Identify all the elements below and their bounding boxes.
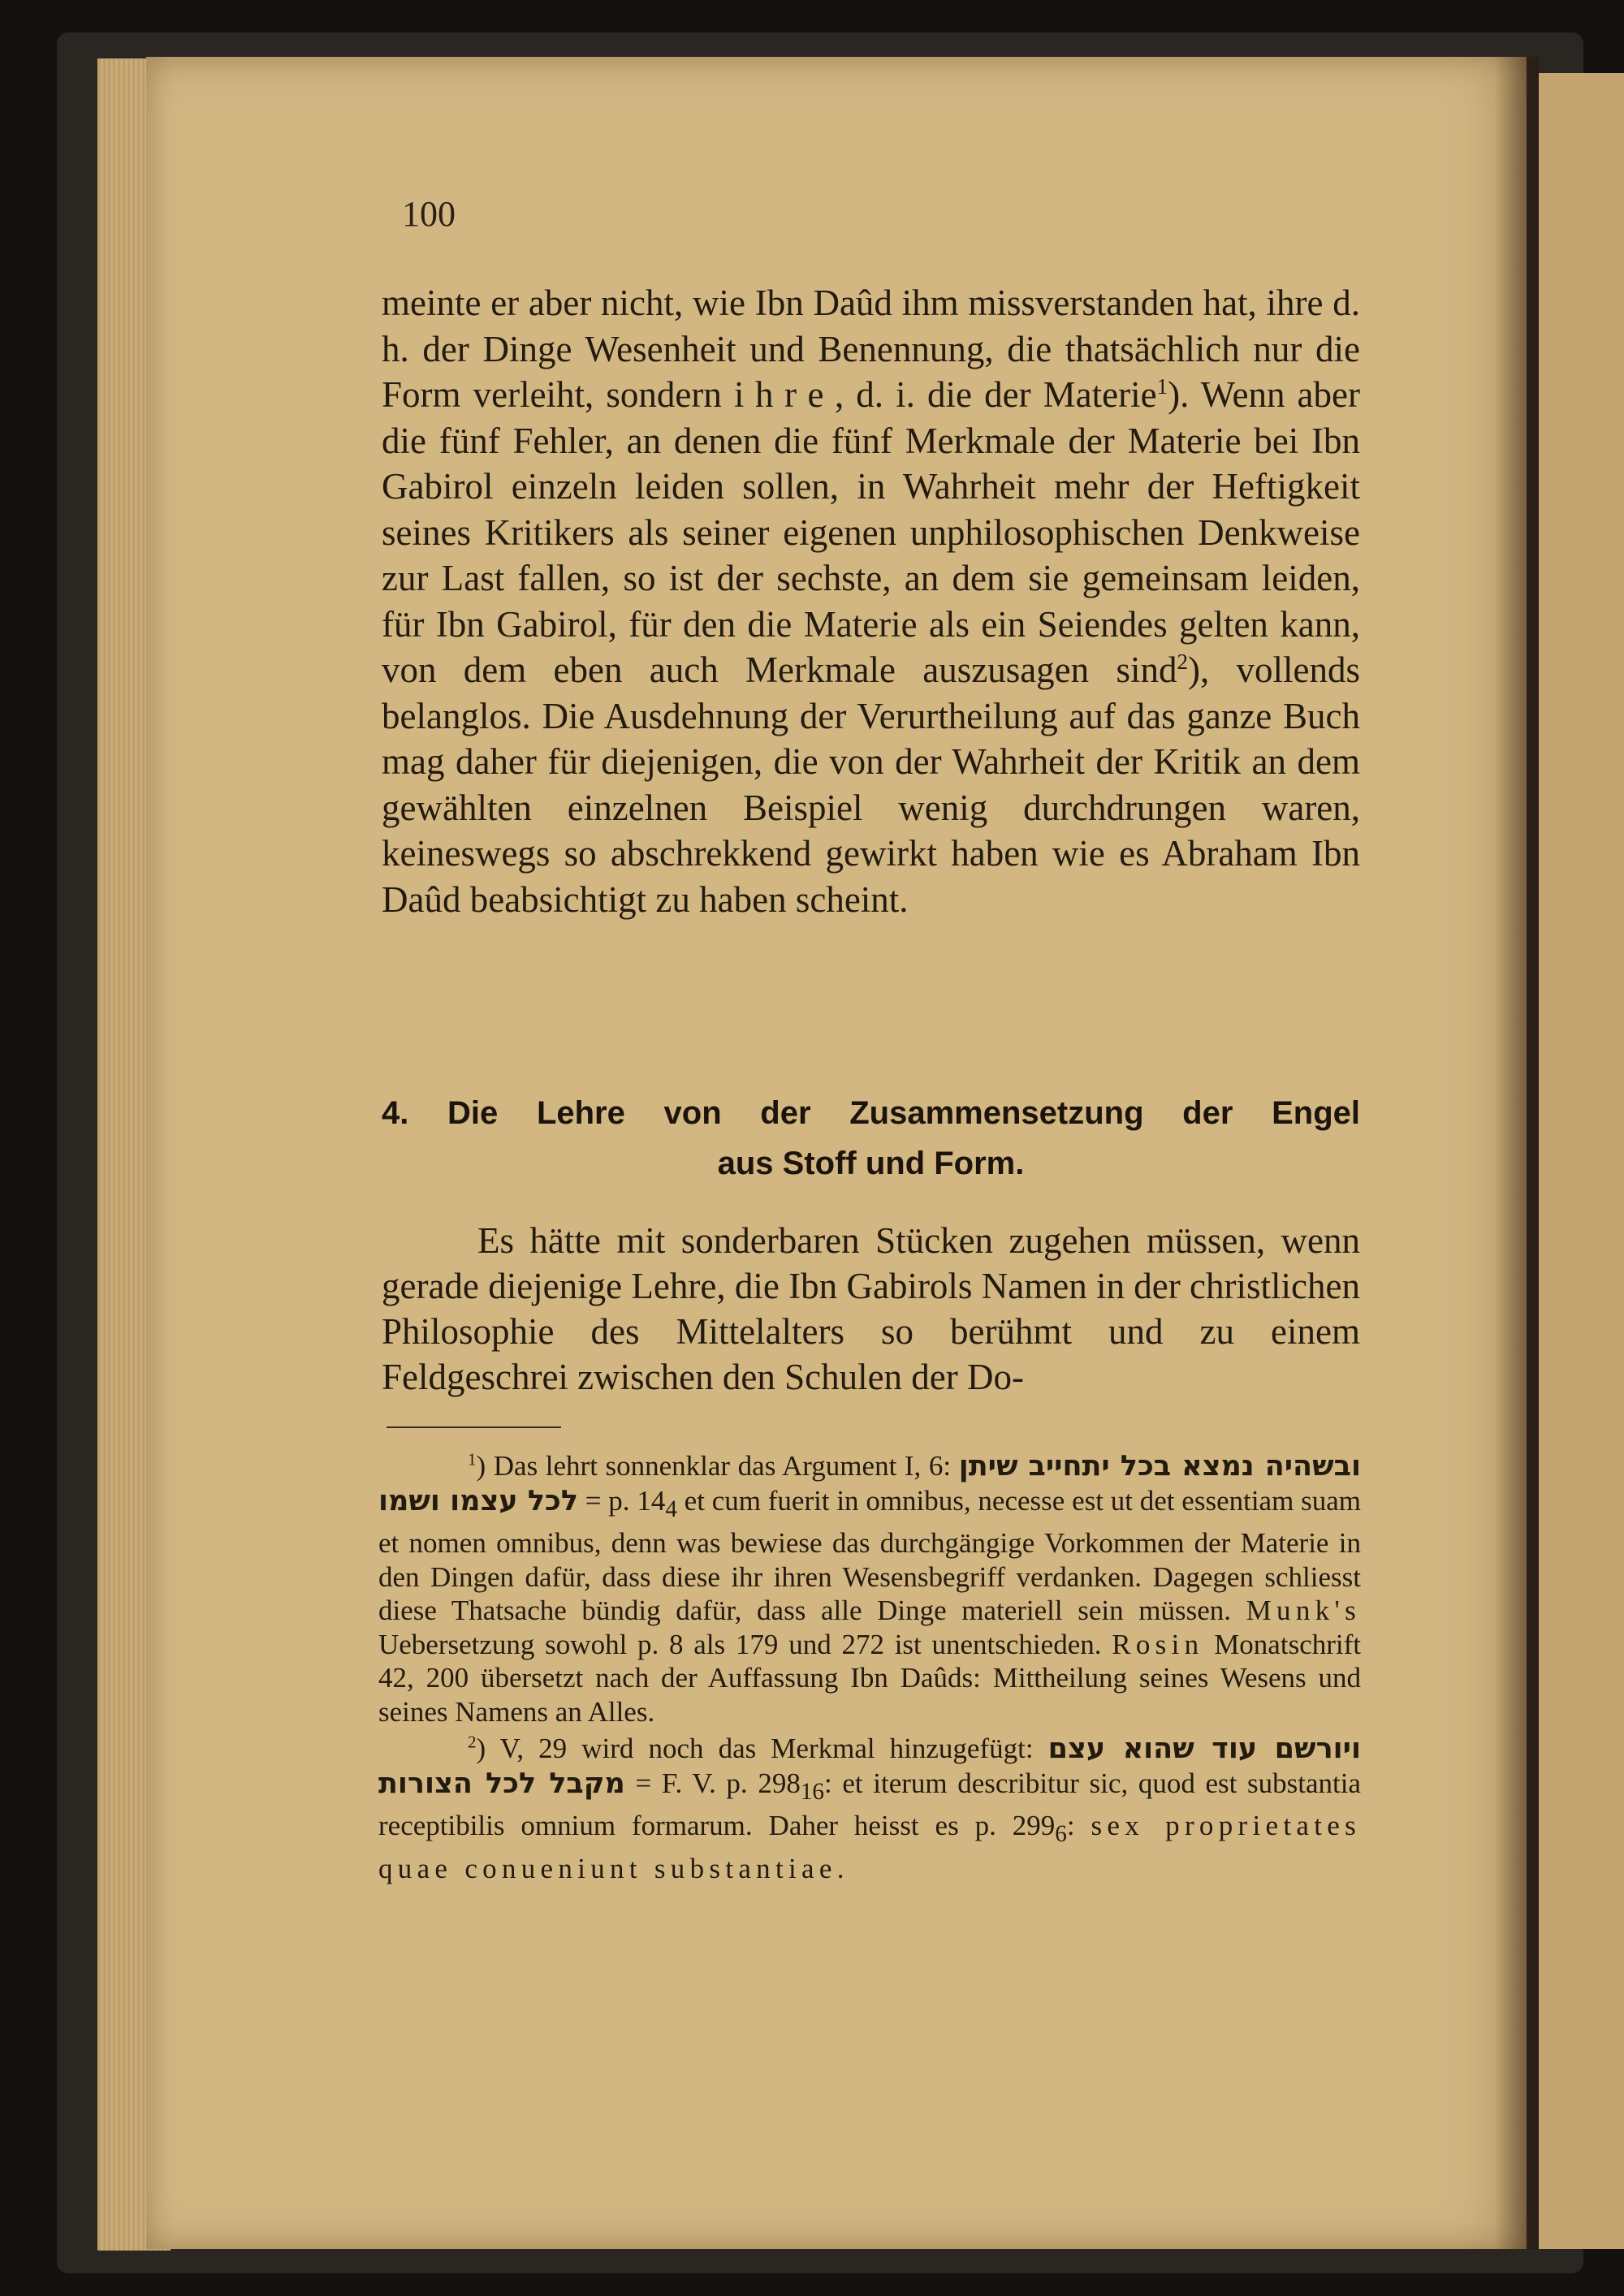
footnote-divider xyxy=(387,1426,561,1428)
author-name: Munk's xyxy=(1246,1595,1361,1626)
text-run: Monatschrift 42, 200 übersetzt nach der Auffassung Ibn Daûds: Mittheilung seines Wesens und seines Namens an Alles. xyxy=(378,1628,1361,1728)
hebrew-quote: ובשהיה נמצא בכל יתחייב שיתן לכל עצמו ושמו xyxy=(378,1450,1361,1517)
next-page-edge xyxy=(1539,73,1624,2249)
footnote-ref-2[interactable]: 2 xyxy=(1177,650,1188,674)
text-run: , d. i. die der Materie xyxy=(834,374,1157,415)
main-paragraph xyxy=(382,280,1360,922)
text-run: = F. V. p. 298 xyxy=(624,1767,801,1799)
text-run: ) V, 29 wird noch das Merkmal hinzugefügt: xyxy=(476,1733,1048,1764)
hebrew-quote: ויורשם עוד שהוא עצם מקבל לכל הצורות xyxy=(378,1733,1362,1800)
text-run: ). Wenn aber die fünf Fehler, an denen die fünf Merkmale der Materie bei Ibn Gabirol einzeln leiden sollen, in Wahrheit mehr der Heftigkeit seines Kritikers als seiner eigenen unphilosophischen Denkweise zur Last fallen, so ist der sechste, an dem sie gemeinsam leiden, für Ibn Gabirol, für den die Materie als ein Seiendes gelten kann, von dem eben auch Merkmale auszusagen sind xyxy=(382,374,1360,690)
text-run: ), vollends belanglos. Die Ausdehnung der Verurtheilung auf das ganze Buch mag daher für diejenigen, die von der Wahrheit der Kritik an dem gewählten einzelnen Beispiel wenig durchdrungen waren, keineswegs so abschrekkend gewirkt haben wie es Abraham Ibn Daûd beabsichtigt zu haben scheint. xyxy=(382,650,1360,920)
subscript: 16 xyxy=(800,1778,824,1805)
section-heading-line-1: 4. Die Lehre von der Zusammensetzung der Engel xyxy=(382,1095,1360,1131)
subscript: 6 xyxy=(1055,1821,1067,1847)
text-run: : et iterum describitur sic, quod est substantia receptibilis omnium formarum. Daher heisst es p. 299 xyxy=(378,1767,1361,1841)
text-run: : xyxy=(1066,1810,1091,1841)
footnote-2-marker: 2 xyxy=(468,1732,477,1752)
latin-quote: sex proprietates quae conueniunt substantiae. xyxy=(378,1810,1361,1884)
gutter-shadow xyxy=(1494,57,1539,2249)
section-heading xyxy=(382,1088,1360,1189)
page-number: 100 xyxy=(402,194,456,234)
section-paragraph: Es hätte mit sonderbaren Stücken zugehen müssen, wenn gerade diejenige Lehre, die Ibn Gabirols Namen in der christlichen Philosophie des Mittelalters so berühmt und zu einem Feldgeschrei zwischen den Schulen der Do- xyxy=(382,1220,1360,1397)
text-run: = p. 14 xyxy=(578,1484,666,1517)
footnote-ref-1[interactable]: 1 xyxy=(1156,374,1168,399)
footnote-1 xyxy=(378,1449,1361,1728)
footnote-1-marker: 1 xyxy=(468,1449,477,1470)
section-heading-line-2: aus Stoff und Form. xyxy=(717,1146,1025,1181)
section-body xyxy=(382,1218,1360,1400)
text-run: et cum fuerit in omnibus, necesse est ut det essentiam suam et nomen omnibus, denn was bewiese das durchgängige Vorkommen der Materie in den Dingen dafür, dass diese ihr ihren Wesensbegriff verdanken. Dagegen schliesst diese Thatsache bündig dafür, dass alle Dinge materiell sein müssen. xyxy=(378,1484,1361,1626)
paragraph-1 xyxy=(382,280,1360,922)
author-name: Rosin xyxy=(1112,1628,1204,1660)
footnote-2 xyxy=(378,1732,1361,1885)
text-run: meinte er aber nicht, wie Ibn Daûd ihm missverstanden hat, ihre d. h. der Dinge Wesenheit und Benennung, die thatsächlich nur die Form verleiht, sondern xyxy=(382,283,1360,415)
emphasis-text: ihre xyxy=(733,374,835,415)
subscript: 4 xyxy=(665,1495,677,1522)
text-run: Uebersetzung sowohl p. 8 als 179 und 272 ist unentschieden. xyxy=(378,1628,1112,1660)
text-run: ) Das lehrt sonnenklar das Argument I, 6: xyxy=(476,1450,959,1482)
footnotes xyxy=(378,1449,1361,1885)
